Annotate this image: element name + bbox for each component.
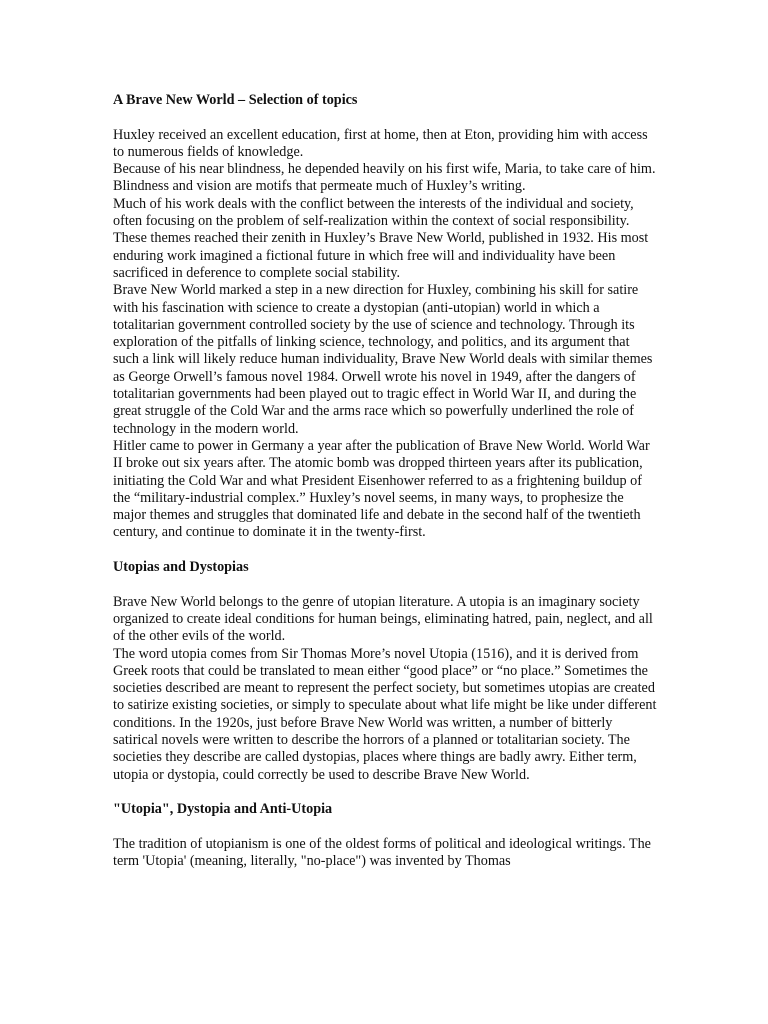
- spacer: [113, 109, 658, 126]
- paragraph: The tradition of utopianism is one of the oldest forms of political and ideological writings. The term 'Utopia' (meaning, literally, "no-place") was invented by Thomas: [113, 835, 651, 870]
- paragraph: The word utopia comes from Sir Thomas More’s novel Utopia (1516), and it is derived from Greek roots that could be translated to mean either “good place” or “no place.” Sometimes the societies described are meant to represent the perfect society, but sometimes utopias are created to satirize existing societies, or simply to speculate about what life might be like under different conditions. In the 1920s, just before Brave New World was written, a number of bitterly satirical novels were written to describe the horrors of a planned or totalitarian society. The societies they describe are called dystopias, places where things are badly awry. Either term, utopia or dystopia, could correctly be used to describe Brave New World.: [113, 645, 657, 783]
- spacer: [113, 576, 658, 593]
- spacer: [113, 818, 658, 835]
- paragraph: Huxley received an excellent education, first at home, then at Eton, providing him with access to numerous fields of knowledge.: [113, 126, 648, 160]
- spacer: [113, 542, 658, 559]
- spacer: [113, 784, 658, 801]
- document-page: [113, 92, 658, 870]
- paragraph: Because of his near blindness, he depended heavily on his first wife, Maria, to take care of him. Blindness and vision are motifs that permeate much of Huxley’s writing.: [113, 161, 656, 195]
- paragraph: Brave New World belongs to the genre of utopian literature. A utopia is an imaginary society organized to create ideal conditions for human beings, eliminating hatred, pain, neglect, and all of the other evils of the world.: [113, 593, 653, 645]
- paragraph: Much of his work deals with the conflict between the interests of the individual and society, often focusing on the problem of self-realization within the context of social responsibility. These themes reached their zenith in Huxley’s Brave New World, published in 1932. His most enduring work imagined a fictional future in which free will and individuality have been sacrificed in deference to complete social stability.: [113, 195, 649, 281]
- section-heading: "Utopia", Dystopia and Anti-Utopia: [113, 801, 333, 818]
- paragraph: Hitler came to power in Germany a year after the publication of Brave New World. World War II broke out six years after. The atomic bomb was dropped thirteen years after its publication, initiating the Cold War and what President Eisenhower referred to as a frightening buildup of the “military-industrial complex.” Huxley’s novel seems, in many ways, to prophesize the major themes and struggles that dominated life and debate in the second half of the twentieth century, and continue to dominate it in the twenty-first.: [113, 437, 650, 541]
- section-heading: A Brave New World – Selection of topics: [113, 92, 358, 108]
- section-heading: Utopias and Dystopias: [113, 559, 249, 576]
- paragraph: Brave New World marked a step in a new direction for Huxley, combining his skill for satire with his fascination with science to create a dystopian (anti-utopian) world in which a totalitarian government controlled society by the use of science and technology. Through its exploration of the pitfalls of linking science, technology, and politics, and its argument that such a link will likely reduce human individuality, Brave New World deals with similar themes as George Orwell’s famous novel 1984. Orwell wrote his novel in 1949, after the dangers of totalitarian governments had been played out to tragic effect in World War II, and during the great struggle of the Cold War and the arms race which so powerfully underlined the role of technology in the modern world.: [113, 282, 653, 437]
